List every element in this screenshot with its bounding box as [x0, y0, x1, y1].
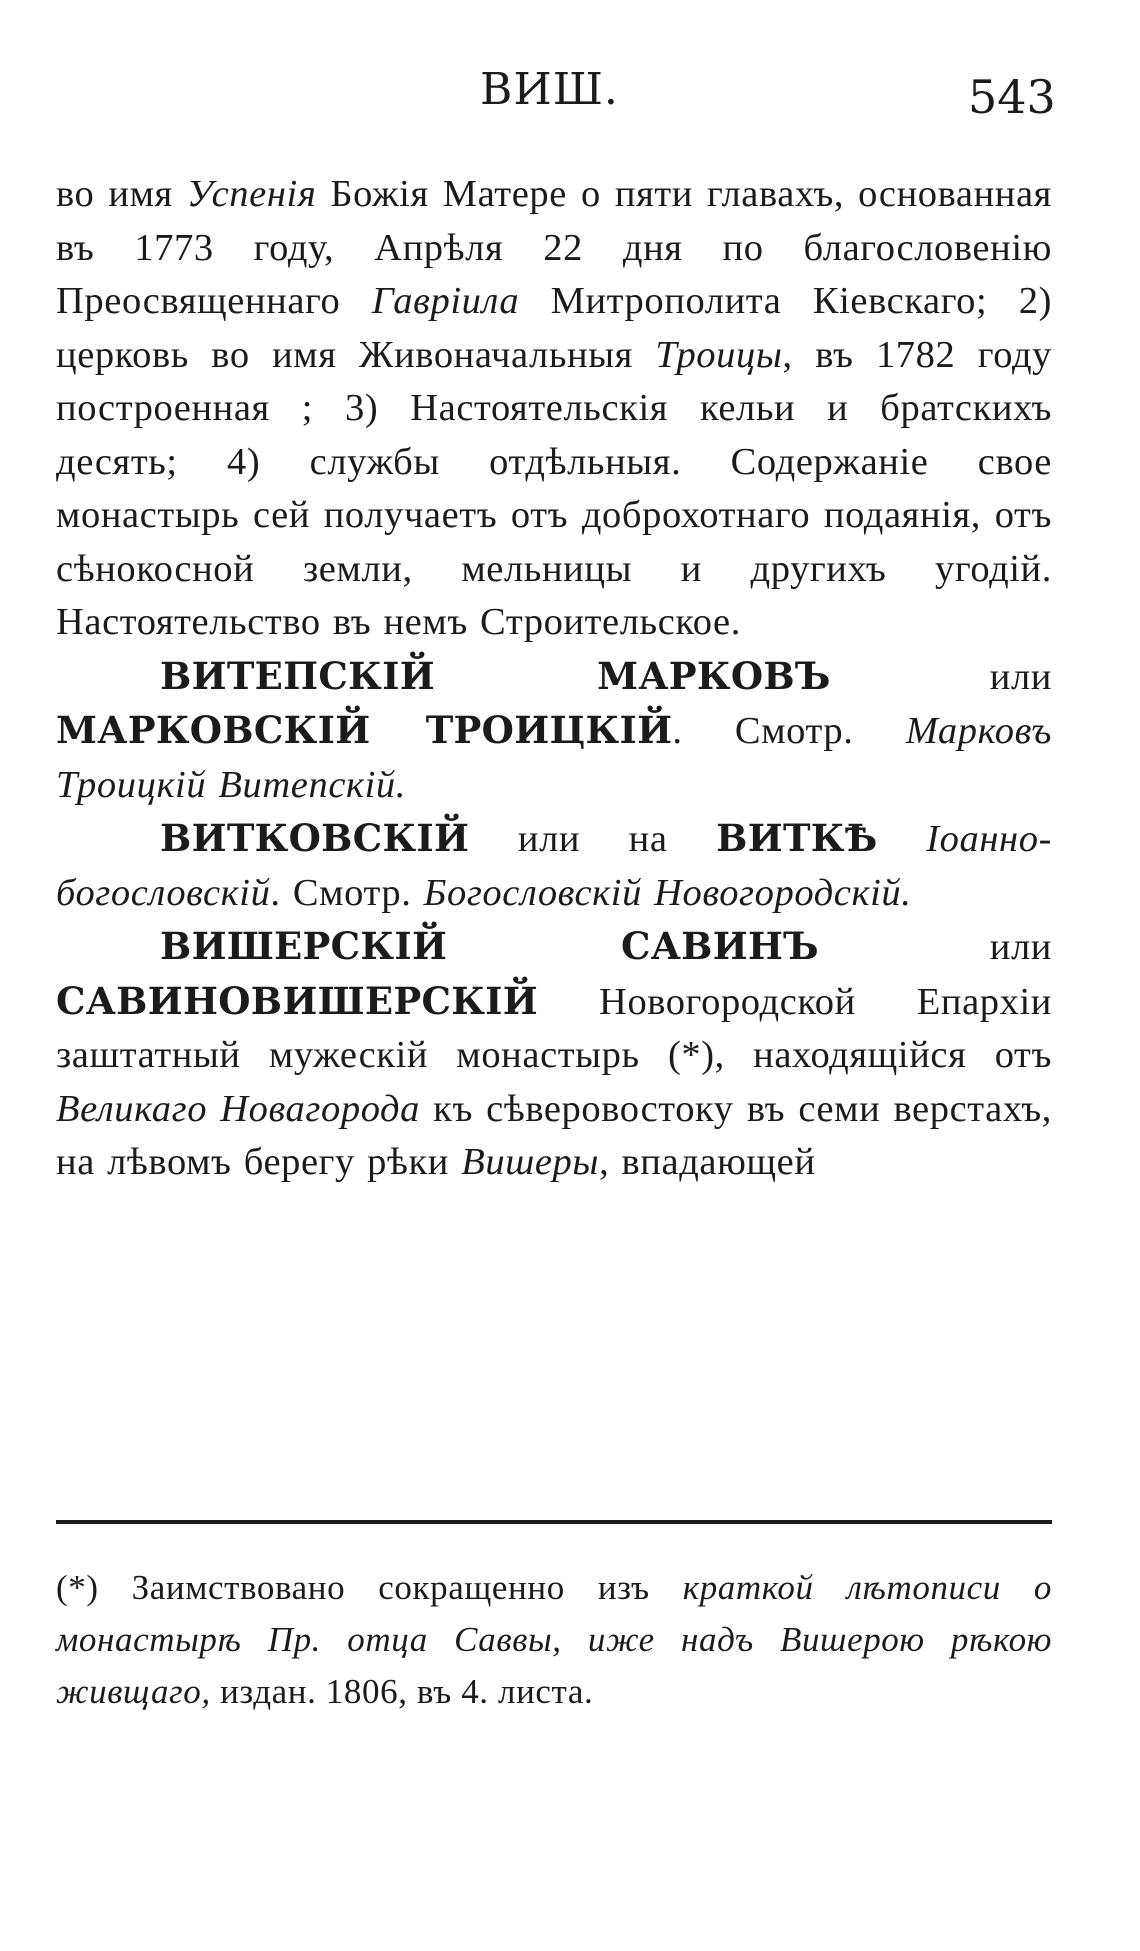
main-text — [56, 168, 1052, 1190]
italic-run: Троицы — [655, 333, 783, 376]
continuation-paragraph — [56, 168, 1052, 650]
entry-heading-run: ВИТКОВСКІЙ — [160, 816, 470, 860]
italic-run: Вишеры — [461, 1141, 600, 1183]
entry-heading-run: САВИНОВИШЕРСКІЙ — [56, 978, 539, 1023]
text-run: (*) Заимствовано сокращенно изъ — [56, 1568, 683, 1607]
entry-vitepskiy-markov — [56, 650, 1052, 813]
italic-run: краткой лѣтописи о монастырѣ Пр. отца Саввы, иже надъ Вишерою рѣкою живщаго, — [56, 1568, 1053, 1711]
text-run: издан. 1806, въ 4. листа. — [210, 1672, 594, 1711]
text-run: . Смотр. — [270, 871, 424, 914]
footnote — [56, 1562, 1052, 1718]
text-run: или — [830, 655, 1052, 698]
running-title: ВИШ. — [480, 64, 619, 115]
text-run: , въ 1782 году построенная ; 3) Настоятельскія кельи и братскихъ десять; 4) службы отдѣльныя. Содержаніе свое монастырь сей получаетъ отъ доброхотнаго подаянія, отъ сѣнокосной земли, мельницы и другихъ угодій. Настоятельство въ немъ Строительское. — [56, 333, 1053, 643]
text-run: . Смотр. — [672, 710, 906, 752]
italic-run: Богословскій Новогородскій. — [423, 871, 912, 914]
text-run: или — [818, 926, 1052, 968]
text-run: во имя — [56, 173, 187, 215]
entry-heading-run: МАРКОВСКІЙ ТРОИЦКІЙ — [56, 708, 673, 752]
text-run: , впадающей — [599, 1141, 816, 1183]
text-run — [878, 818, 927, 860]
italic-run: Марковъ Троицкій Витепскій. — [56, 710, 1053, 806]
text-run: Новогородской Епархіи заштатный мужескій монастырь (*), находящійся отъ — [56, 980, 1052, 1076]
running-head — [0, 64, 1140, 124]
entry-visherskiy-savin — [56, 920, 1052, 1190]
italic-run: Великаго Новагорода — [56, 1087, 420, 1130]
text-run: Божія Матере о пяти главахъ, основанная въ 1773 году, Апрѣля 22 дня по благословенію Преосвященнаго — [56, 173, 1052, 322]
italic-run: Успенія — [186, 173, 317, 215]
entry-heading-run: ВИТКѢ — [716, 816, 878, 860]
entry-vitkovskiy — [56, 812, 1052, 920]
text-run: Митрополита Кіевскаго; 2) церковь во имя Живоначальныя — [56, 280, 1053, 376]
footnote-divider — [56, 1520, 1052, 1524]
text-run: или на — [469, 818, 717, 860]
entry-heading-run: ВИШЕРСКІЙ САВИНЪ — [160, 924, 819, 968]
page-number: 543 — [968, 70, 1056, 124]
entry-heading-run: ВИТЕПСКІЙ МАРКОВЪ — [160, 653, 831, 698]
italic-run: Гавріила — [371, 280, 520, 322]
text-run: къ сѣверовостоку въ семи верстахъ, на лѣвомъ берегу рѣки — [56, 1087, 1052, 1183]
italic-run: Іоанно-богословскій — [56, 818, 1052, 914]
footnote-text — [56, 1562, 1052, 1718]
